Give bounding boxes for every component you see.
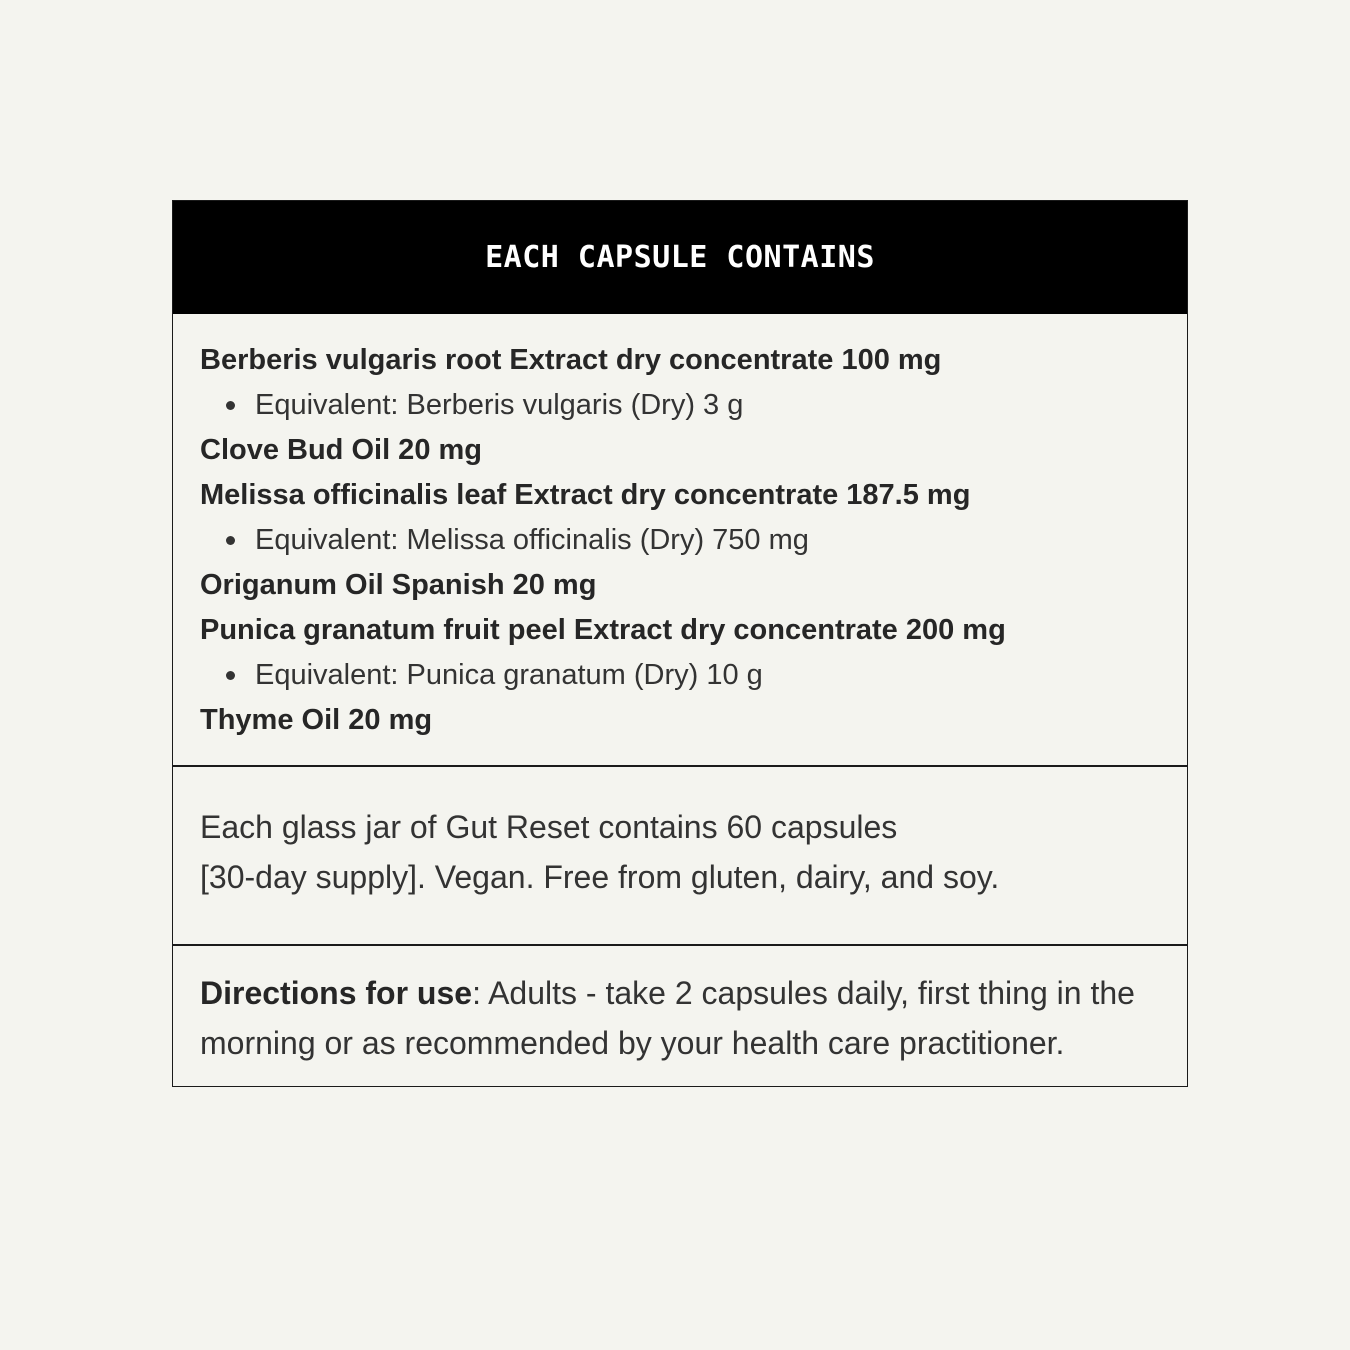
jar-info-line-2: [30-day supply]. Vegan. Free from gluten, dairy, and soy. [200, 859, 1000, 895]
ingredient-punica-equivalent [200, 653, 1160, 698]
ingredients-section [173, 314, 1187, 767]
directions-label: Directions for use [200, 975, 473, 1011]
supplement-facts-panel [172, 200, 1188, 1087]
directions-separator: : [472, 975, 481, 1011]
jar-info-line-1: Each glass jar of Gut Reset contains 60 capsules [200, 809, 898, 845]
jar-info-section [173, 767, 1187, 946]
ingredient-origanum-oil: Origanum Oil Spanish 20 mg [200, 569, 597, 601]
bullet-icon [226, 401, 235, 410]
equivalent-text: Equivalent: Berberis vulgaris (Dry) 3 g [255, 389, 744, 421]
ingredient-berberis-equivalent [200, 383, 1160, 428]
equivalent-text: Equivalent: Melissa officinalis (Dry) 750 mg [255, 524, 809, 556]
ingredient-berberis: Berberis vulgaris root Extract dry concentrate 100 mg [200, 344, 942, 376]
directions-text: Adults - take 2 capsules daily, first thing in the morning or as recommended by your health care practitioner. [200, 975, 1135, 1061]
panel-header [173, 201, 1187, 314]
equivalent-text: Equivalent: Punica granatum (Dry) 10 g [255, 659, 763, 691]
ingredient-melissa: Melissa officinalis leaf Extract dry concentrate 187.5 mg [200, 479, 971, 511]
bullet-icon [226, 671, 235, 680]
panel-title: EACH CAPSULE CONTAINS [485, 240, 875, 275]
ingredient-melissa-equivalent [200, 518, 1160, 563]
bullet-icon [226, 536, 235, 545]
ingredient-punica: Punica granatum fruit peel Extract dry concentrate 200 mg [200, 614, 1006, 646]
directions-section [173, 946, 1187, 1086]
ingredient-clove-bud-oil: Clove Bud Oil 20 mg [200, 434, 482, 466]
ingredient-thyme-oil: Thyme Oil 20 mg [200, 704, 433, 736]
